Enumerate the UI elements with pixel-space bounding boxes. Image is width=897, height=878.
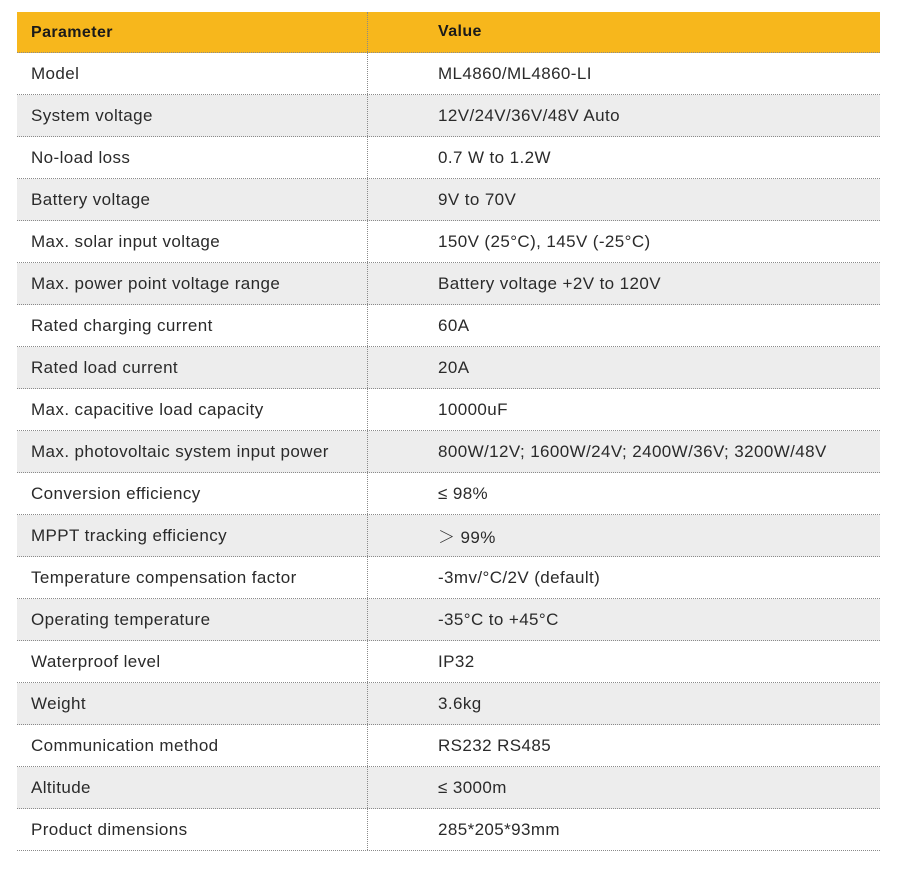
parameter-cell: Rated charging current (17, 305, 368, 346)
spec-table (17, 12, 880, 851)
value-cell: 3.6kg (438, 693, 482, 713)
table-row (17, 221, 880, 263)
value-cell: 800W/12V; 1600W/24V; 2400W/36V; 3200W/48V (438, 441, 827, 461)
parameter-cell: Max. capacitive load capacity (17, 389, 368, 430)
table-row (17, 725, 880, 767)
table-body (17, 53, 880, 851)
parameter-cell: Operating temperature (17, 599, 368, 640)
table-row (17, 95, 880, 137)
parameter-cell: Max. power point voltage range (17, 263, 368, 304)
table-row (17, 53, 880, 95)
parameter-cell: Conversion efficiency (17, 473, 368, 514)
value-cell: -3mv/°C/2V (default) (438, 567, 601, 587)
table-row (17, 641, 880, 683)
value-cell: RS232 RS485 (438, 735, 552, 755)
table-header-row (17, 12, 880, 53)
value-cell: 150V (25°C), 145V (-25°C) (438, 231, 651, 251)
parameter-cell: Max. photovoltaic system input power (17, 431, 368, 472)
table-row (17, 389, 880, 431)
table-row (17, 179, 880, 221)
value-cell: ≤ 3000m (438, 777, 507, 797)
table-row (17, 515, 880, 557)
table-row (17, 473, 880, 515)
table-row (17, 305, 880, 347)
table-row (17, 599, 880, 641)
table-row (17, 809, 880, 851)
header-parameter: Parameter (17, 12, 368, 52)
parameter-cell: Altitude (17, 767, 368, 808)
parameter-cell: Waterproof level (17, 641, 368, 682)
parameter-cell: MPPT tracking efficiency (17, 515, 368, 556)
value-cell: 20A (438, 357, 470, 377)
header-value: Value (438, 23, 482, 40)
parameter-cell: Weight (17, 683, 368, 724)
value-cell: ML4860/ML4860-LI (438, 63, 592, 83)
value-cell: -35°C to +45°C (438, 609, 559, 629)
parameter-cell: Communication method (17, 725, 368, 766)
table-row (17, 347, 880, 389)
parameter-cell: Temperature compensation factor (17, 557, 368, 598)
value-cell: 0.7 W to 1.2W (438, 147, 551, 167)
parameter-cell: Product dimensions (17, 809, 368, 850)
value-cell: IP32 (438, 651, 475, 671)
table-row (17, 767, 880, 809)
table-row (17, 137, 880, 179)
value-cell: ＞ 99% (438, 528, 496, 547)
value-cell: ≤ 98% (438, 483, 489, 503)
value-cell: 12V/24V/36V/48V Auto (438, 105, 620, 125)
parameter-cell: System voltage (17, 95, 368, 136)
parameter-cell: Model (17, 53, 368, 94)
parameter-cell: Battery voltage (17, 179, 368, 220)
table-row (17, 263, 880, 305)
table-row (17, 431, 880, 473)
table-row (17, 683, 880, 725)
value-cell: 10000uF (438, 399, 508, 419)
parameter-cell: Rated load current (17, 347, 368, 388)
value-cell: 9V to 70V (438, 189, 517, 209)
value-cell: 285*205*93mm (438, 819, 560, 839)
parameter-cell: No-load loss (17, 137, 368, 178)
table-row (17, 557, 880, 599)
value-cell: 60A (438, 315, 470, 335)
parameter-cell: Max. solar input voltage (17, 221, 368, 262)
value-cell: Battery voltage +2V to 120V (438, 273, 661, 293)
